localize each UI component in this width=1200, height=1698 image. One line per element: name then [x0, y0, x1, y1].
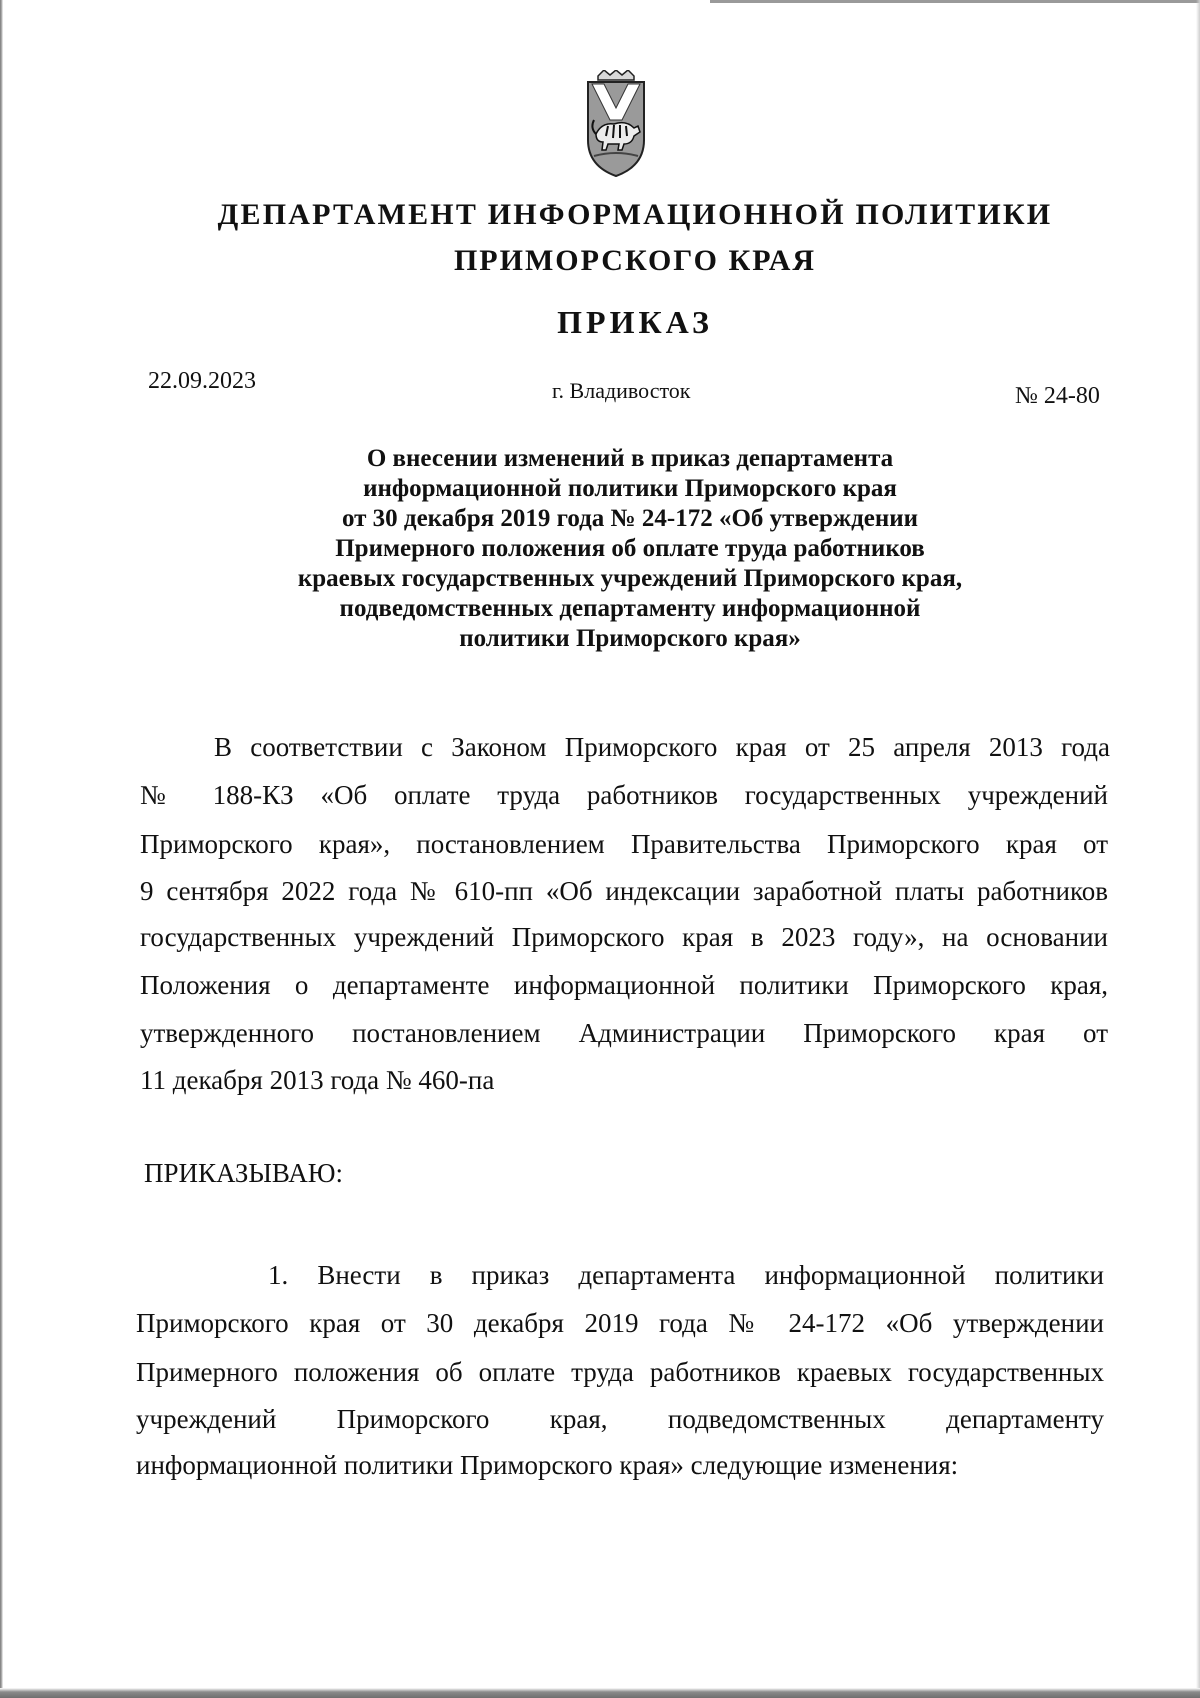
department-name-line-2: ПРИМОРСКОГО КРАЯ	[453, 244, 817, 277]
subject-line: краевых государственных учреждений Приморского края,	[297, 565, 963, 592]
preamble-line: 9 сентября 2022 года № 610-пп «Об индексации заработной платы работников	[140, 876, 1108, 906]
item-1-line: Приморского края от 30 декабря 2019 года № 24-172 «Об утверждении	[136, 1308, 1104, 1338]
scan-edge-top	[710, 0, 1200, 3]
coat-of-arms-icon	[584, 70, 648, 178]
document-date: 22.09.2023	[148, 368, 256, 394]
item-1-line: учреждений Приморского края, подведомственных департаменту	[136, 1404, 1104, 1434]
item-1-line: 1. Внести в приказ департамента информационной политики	[268, 1260, 1104, 1290]
subject-line: подведомственных департаменту информационной	[339, 595, 921, 622]
preamble-line: № 188-КЗ «Об оплате труда работников государственных учреждений	[140, 780, 1108, 810]
document-city: г. Владивосток	[552, 378, 691, 403]
preamble-line: В соответствии с Законом Приморского края от 25 апреля 2013 года	[214, 732, 1110, 762]
scan-edge-bottom	[0, 1688, 1200, 1698]
item-1-line: информационной политики Приморского края» следующие изменения:	[136, 1450, 959, 1480]
preamble-line: государственных учреждений Приморского края в 2023 году», на основании	[140, 922, 1108, 952]
subject-line: от 30 декабря 2019 года № 24-172 «Об утверждении	[341, 505, 919, 532]
subject-line: О внесении изменений в приказ департамента	[366, 445, 894, 472]
orders-heading: ПРИКАЗЫВАЮ:	[144, 1158, 343, 1188]
preamble-line: 11 декабря 2013 года № 460-па	[140, 1065, 495, 1095]
preamble-line: утвержденного постановлением Администрации Приморского края от	[140, 1018, 1108, 1048]
document-type-title: ПРИКАЗ	[557, 304, 713, 340]
document-number: № 24-80	[1015, 383, 1100, 409]
subject-line: политики Приморского края»	[459, 625, 801, 652]
preamble-line: Приморского края», постановлением Правительства Приморского края от	[140, 829, 1108, 859]
subject-line: Примерного положения об оплате труда работников	[335, 535, 925, 562]
document-subject	[220, 444, 1040, 654]
item-1-line: Примерного положения об оплате труда работников краевых государственных	[136, 1357, 1104, 1387]
subject-line: информационной политики Приморского края	[363, 475, 897, 502]
department-name-line-1: ДЕПАРТАМЕНТ ИНФОРМАЦИОННОЙ ПОЛИТИКИ	[217, 198, 1053, 231]
preamble-line: Положения о департаменте информационной политики Приморского края,	[140, 970, 1108, 1000]
